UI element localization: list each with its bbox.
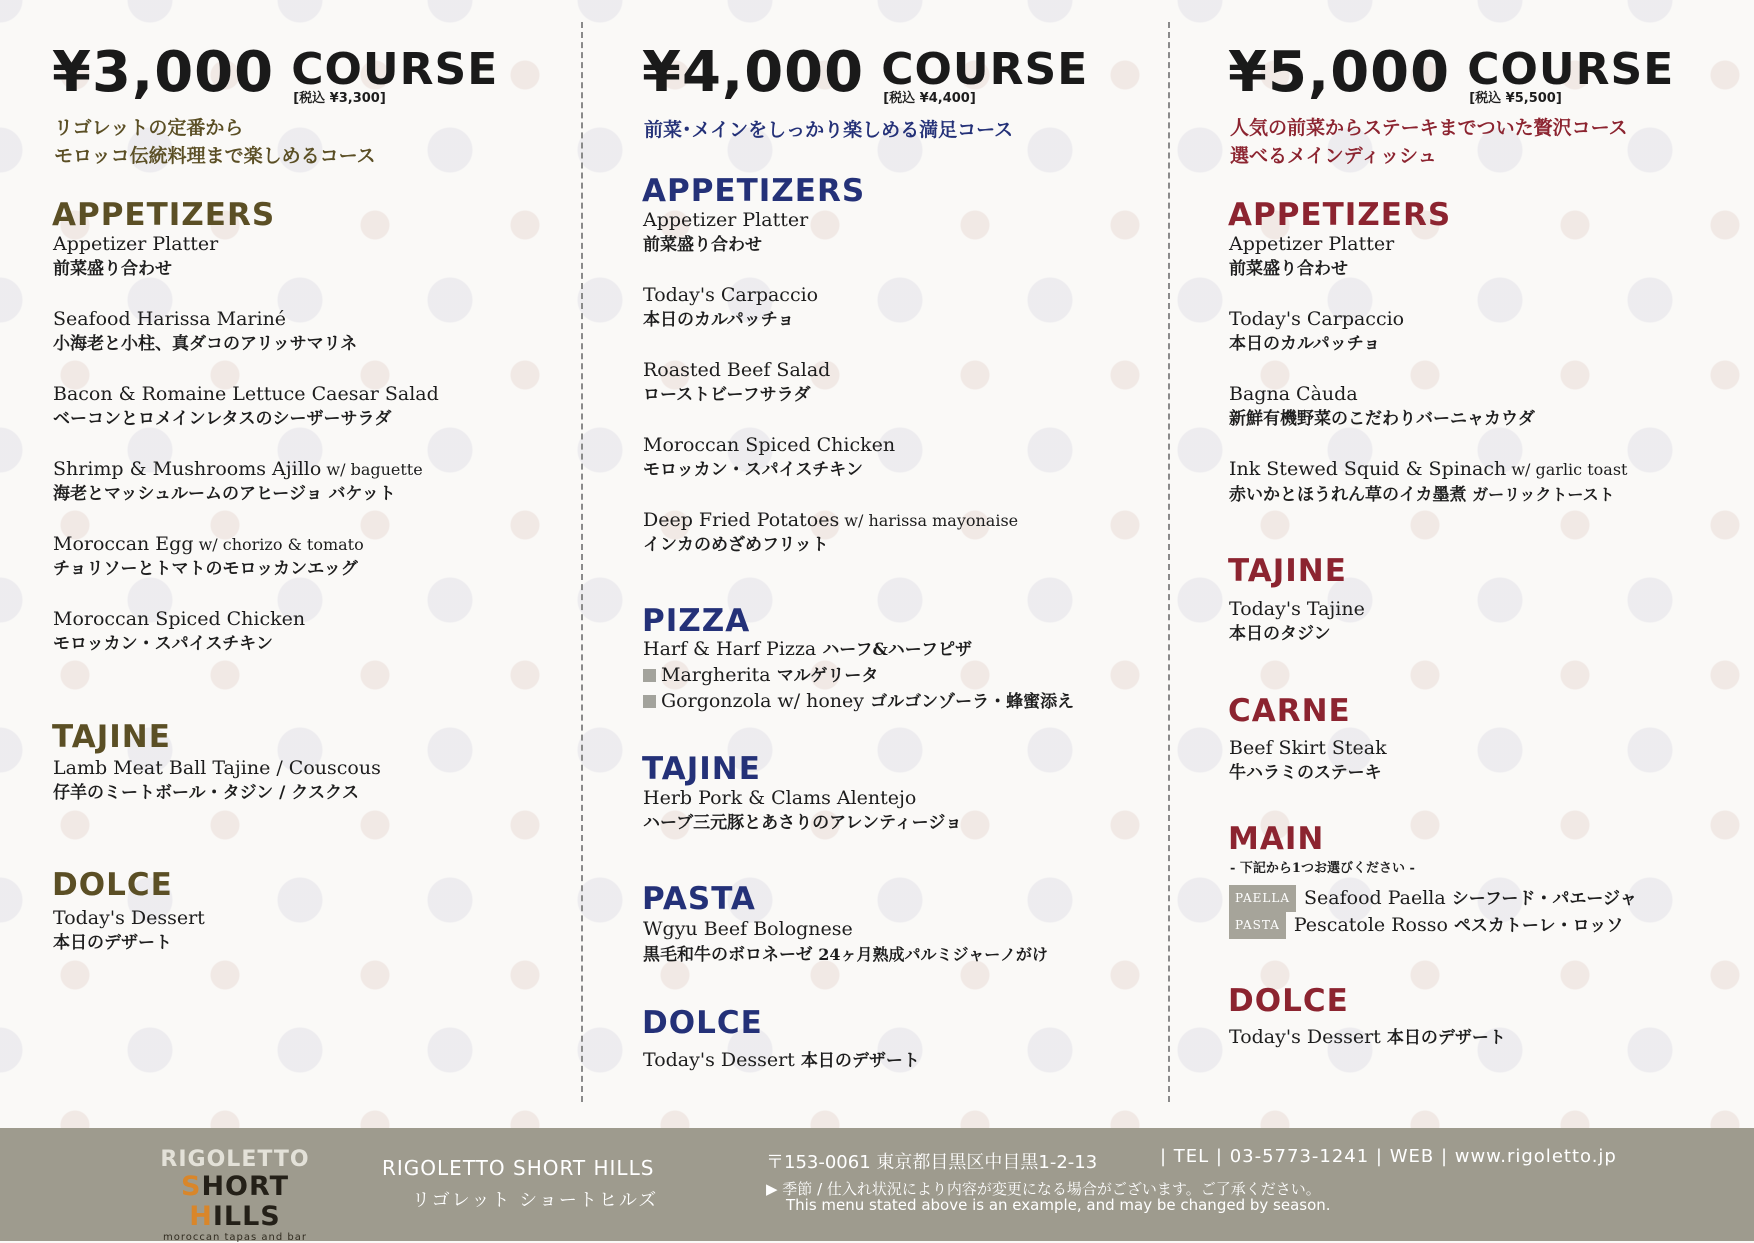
menu-item: Beef Skirt Steak 牛ハラミのステーキ — [1229, 737, 1387, 783]
course-header — [642, 40, 1088, 106]
course-4000-column — [642, 0, 1162, 1128]
contact-info: | TEL | 03-5773-1241 | WEB | www.rigoletto.jp — [1160, 1146, 1617, 1167]
menu-item: Today's Tajine 本日のタジン — [1229, 598, 1365, 644]
column-divider — [581, 22, 583, 1102]
course-word: COURSE — [291, 44, 499, 95]
course-price: ¥5,000 — [1228, 40, 1451, 105]
menu-item: Appetizer Platter 前菜盛り合わせ — [643, 209, 809, 255]
menu-item: Ink Stewed Squid & Spinach w/ garlic toast 赤いかとほうれん草のイカ墨煮 ガーリックトースト — [1229, 458, 1628, 505]
menu-item: Wgyu Beef Bolognese 黒毛和牛のボロネーゼ 24ヶ月熟成パルミジャーノがけ — [643, 918, 1048, 965]
menu-item: Appetizer Platter 前菜盛り合わせ — [1229, 233, 1395, 279]
course-price: ¥4,000 — [642, 40, 865, 105]
menu-item: Harf & Harf Pizza ハーフ&ハーフピザ Margherita マルゲリータ Gorgonzola w/ honey ゴルゴンゾーラ・蜂蜜添え — [643, 638, 1075, 712]
section-title-dolce: DOLCE — [1228, 983, 1349, 1019]
menu-item: Moroccan Spiced Chicken モロッカン・スパイスチキン — [53, 608, 306, 654]
footer-bar — [0, 1128, 1754, 1241]
section-title-carne: CARNE — [1228, 693, 1351, 729]
section-title-appetizers: APPETIZERS — [52, 197, 276, 233]
course-5000-column — [1228, 0, 1748, 1128]
course-tax-price: [税込 ¥5,500] — [1469, 91, 1562, 106]
course-header — [52, 40, 498, 106]
section-title-appetizers: APPETIZERS — [1228, 197, 1452, 233]
course-tagline: 人気の前菜からステーキまでついた贅沢コース 選べるメインディッシュ — [1230, 117, 1628, 167]
section-title-dolce: DOLCE — [52, 867, 173, 903]
menu-item: Today's Carpaccio 本日のカルパッチョ — [643, 284, 819, 330]
section-title-appetizers: APPETIZERS — [642, 173, 866, 209]
section-title-dolce: DOLCE — [642, 1005, 763, 1041]
menu-item: Today's Dessert 本日のデザート — [643, 1049, 920, 1071]
course-word: COURSE — [881, 44, 1089, 95]
section-title-pasta: PASTA — [642, 881, 756, 917]
square-bullet-icon — [643, 669, 656, 682]
menu-item: Herb Pork & Clams Alentejo ハーブ三元豚とあさりのアレンティージョ — [643, 787, 963, 833]
menu-item: Roasted Beef Salad ローストビーフサラダ — [643, 359, 831, 405]
course-3000-column — [52, 0, 572, 1128]
course-price: ¥3,000 — [52, 40, 275, 105]
menu-item: Appetizer Platter 前菜盛り合わせ — [53, 233, 219, 279]
section-title-tajine: TAJINE — [1228, 553, 1347, 589]
menu-item: Bagna Càuda 新鮮有機野菜のこだわりバーニャカウダ — [1229, 383, 1535, 429]
section-title-tajine: TAJINE — [52, 719, 171, 755]
square-bullet-icon — [643, 695, 656, 708]
course-tax-price: [税込 ¥3,300] — [293, 91, 386, 106]
course-word: COURSE — [1467, 44, 1675, 95]
address: 〒153-0061 東京都目黒区中目黒1-2-13 — [766, 1152, 1098, 1173]
menu-item: Moroccan Egg w/ chorizo & tomato チョリソーとトマトのモロッカンエッグ — [53, 533, 364, 579]
section-title-main: MAIN — [1228, 821, 1325, 857]
menu-item: PAELLA Seafood Paella シーフード・パエージャ PASTA Pescatole Rosso ペスカトーレ・ロッソ — [1229, 885, 1637, 939]
restaurant-logo: RIGOLETTO SHORT HILLS moroccan tapas and bar — [160, 1147, 310, 1243]
menu-item: Bacon & Romaine Lettuce Caesar Salad ベーコンとロメインレタスのシーザーサラダ — [53, 383, 439, 429]
menu-item: Seafood Harissa Mariné 小海老と小柱、真ダコのアリッサマリネ — [53, 308, 358, 354]
disclaimer-en: This menu stated above is an example, and may be changed by season. — [786, 1196, 1331, 1214]
course-tax-price: [税込 ¥4,400] — [883, 91, 976, 106]
menu-item: Lamb Meat Ball Tajine / Couscous 仔羊のミートボール・タジン / クスクス — [53, 757, 381, 803]
paella-tag: PAELLA — [1229, 885, 1296, 912]
disclaimer-ja: ▶ 季節 / 仕入れ状況により内容が変更になる場合がございます。ご了承ください。 — [766, 1180, 1321, 1198]
menu-item: Today's Dessert 本日のデザート — [1229, 1026, 1506, 1048]
menu-item: Today's Dessert 本日のデザート — [53, 907, 205, 953]
restaurant-name-ja: リゴレット ショートヒルズ — [412, 1190, 659, 1211]
menu-item: Today's Carpaccio 本日のカルパッチョ — [1229, 308, 1405, 354]
menu-item: Shrimp & Mushrooms Ajillo w/ baguette 海老とマッシュルームのアヒージョ バケット — [53, 458, 423, 504]
menu-item: Deep Fried Potatoes w/ harissa mayonaise インカのめざめフリット — [643, 509, 1019, 555]
section-title-tajine: TAJINE — [642, 751, 761, 787]
pasta-tag: PASTA — [1229, 912, 1286, 939]
menu-item: Moroccan Spiced Chicken モロッカン・スパイスチキン — [643, 434, 896, 480]
course-header — [1228, 40, 1674, 106]
section-title-pizza: PIZZA — [642, 603, 751, 639]
column-divider — [1168, 22, 1170, 1102]
main-choice-note: - 下記から1つお選びください - — [1230, 861, 1415, 876]
course-tagline: 前菜･メインをしっかり楽しめる満足コース — [644, 119, 1014, 141]
course-tagline: リゴレットの定番から モロッコ伝統料理まで楽しめるコース — [54, 117, 376, 167]
restaurant-name: RIGOLETTO SHORT HILLS — [382, 1156, 655, 1180]
